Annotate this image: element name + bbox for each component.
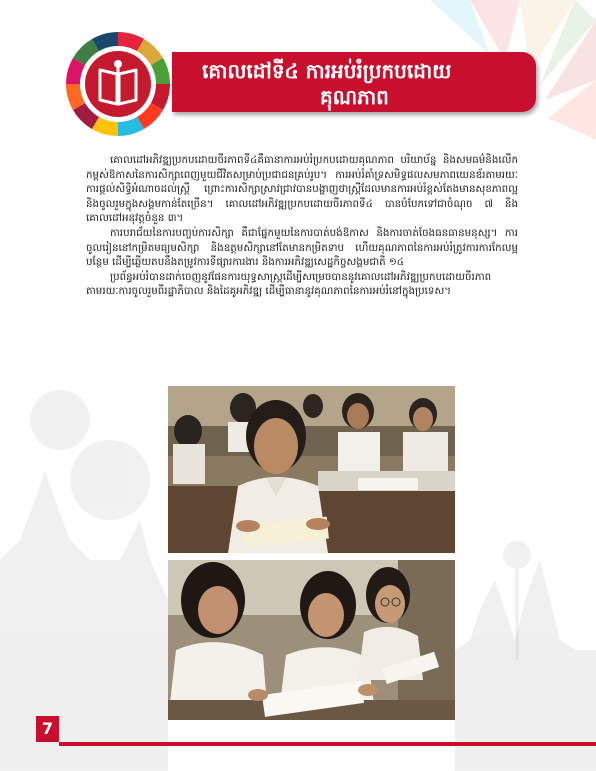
page-title-line1: គោលដៅទី៤ ការអប់រំប្រកបដោយ bbox=[202, 59, 452, 83]
body-text bbox=[86, 153, 518, 299]
paragraph-1: គោលដៅអភិវឌ្ឍប្រកបដោយចីរភាពទី៤គឺធានាការអប់រំប្រកបដោយគុណភាព បរិយាប័ន្ន និងសមធម៌និងលើកកម្ពស់ឱកាសនៃការសិក្សាពេញមួយជីវិតសម្រាប់ប្រជាជនគ្រប់រូប។ ការអប់រំគាំទ្រសមិទ្ធផលសមភាពយេនឌ័រតាមរយៈការផ្តល់សិទ្ធិអំណាចដល់ស្ត្រី ព្រោះការសិក្សាស្រាវជ្រាវបានបង្ហាញថាស្ត្រីដែលមានការអប់រំខ្ពស់តែងមានសុខភាពល្អ និងចូលរួមក្នុងសង្គមកាន់តែច្រើន។ គោលដៅអភិវឌ្ឍប្រកបដោយចីរភាពទី៤ បានបំបែកទៅជាចំណុច ៧ និងគោលដៅអនុវត្តចំនួន ៣។ bbox=[86, 154, 518, 225]
classroom-photo-top bbox=[168, 386, 455, 553]
page-title-line2: គុណភាព bbox=[320, 85, 389, 109]
title-banner bbox=[172, 52, 536, 112]
paragraph-2: ការបរាជ័យនៃការបញ្ចប់ការសិក្សា គឺជាផ្នែកមួយនៃការបាត់បង់ឱកាស និងការចាត់ចែងធនធានមនុស្ស។ ការចូលរៀននៅកម្រិតមធ្យមសិក្សា និងឧត្តមសិក្សានៅតែមានកម្រិតទាប ហើយគុណភាពនៃការអប់រំត្រូវការការកែលម្អបន្ថែម ដើម្បីឆ្លើយតបនឹងតម្រូវការទីផ្សារការងារ និងការអភិវឌ្ឍសេដ្ឋកិច្ចសង្គមជាតិ ១៤ bbox=[86, 226, 518, 269]
students-photo-bottom bbox=[168, 560, 455, 720]
paragraph-3: ប្រព័ន្ធអប់រំបានដាក់ចេញនូវផែនការយុទ្ធសាស្ត្រដើម្បីសម្រេចបាននូវគោលដៅអភិវឌ្ឍប្រកបដោយចីរភាព តាមរយៈការចូលរួមពីរដ្ឋាភិបាល និងដៃគូអភិវឌ្ឍ ដើម្បីធានានូវគុណភាពនៃការអប់រំនៅក្នុងប្រទេស។ bbox=[86, 270, 492, 298]
sdg-wheel-book-logo bbox=[62, 28, 174, 140]
footer-rule bbox=[59, 742, 596, 746]
page-number: 7 bbox=[36, 716, 59, 742]
